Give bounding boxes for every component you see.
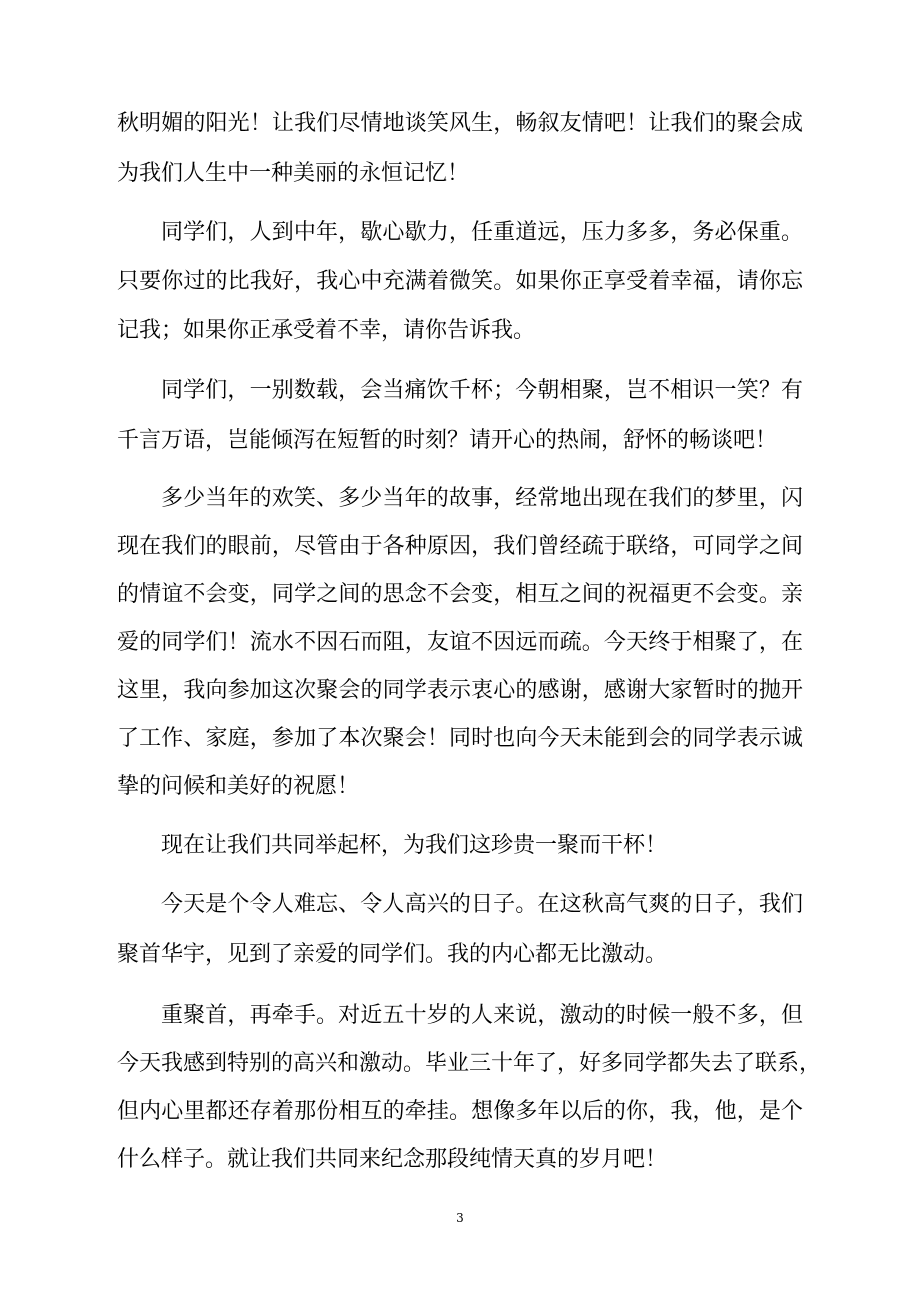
text-line: 今天我感到特别的高兴和激动。毕业三十年了，好多同学都失去了联系， [117, 1051, 822, 1076]
text-line: 现在让我们共同举起杯，为我们这珍贵一聚而干杯！ [161, 833, 668, 858]
text-line: 记我；如果你正承受着不幸，请你告诉我。 [117, 318, 536, 343]
text-line: 什么样子。就让我们共同来纪念那段纯情天真的岁月吧！ [117, 1147, 668, 1172]
text-line: 千言万语，岂能倾泻在短暂的时刻？请开心的热闹，舒怀的畅谈吧！ [117, 428, 778, 453]
text-line: 为我们人生中一种美丽的永恒记忆！ [117, 161, 470, 186]
text-line: 今天是个令人难忘、令人高兴的日子。在这秋高气爽的日子，我们 [161, 892, 803, 917]
text-line: 爱的同学们！流水不因石而阻，友谊不因远而疏。今天终于相聚了，在 [117, 630, 803, 655]
page-number: 3 [456, 1211, 464, 1225]
text-line: 挚的问候和美好的祝愿！ [117, 774, 360, 799]
text-line: 秋明媚的阳光！让我们尽情地谈笑风生，畅叙友情吧！让我们的聚会成 [117, 111, 803, 136]
text-line: 多少当年的欢笑、多少当年的故事，经常地出现在我们的梦里，闪 [161, 486, 803, 511]
text-line: 同学们，一别数载，会当痛饮千杯；今朝相聚，岂不相识一笑？有 [161, 378, 803, 403]
text-line: 同学们，人到中年，歇心歇力，任重道远，压力多多，务必保重。 [161, 220, 803, 245]
text-line: 的情谊不会变，同学之间的思念不会变，相互之间的祝福更不会变。亲 [117, 582, 803, 607]
text-line: 现在我们的眼前，尽管由于各种原因，我们曾经疏于联络，可同学之间 [117, 534, 803, 559]
text-line: 只要你过的比我好，我心中充满着微笑。如果你正享受着幸福，请你忘 [117, 269, 803, 294]
text-line: 重聚首，再牵手。对近五十岁的人来说，激动的时候一般不多，但 [161, 1003, 803, 1028]
text-line: 但内心里都还存着那份相互的牵挂。想像多年以后的你，我，他，是个 [117, 1099, 803, 1124]
text-line: 聚首华宇，见到了亲爱的同学们。我的内心都无比激动。 [117, 942, 668, 967]
text-line: 了工作、家庭，参加了本次聚会！同时也向今天未能到会的同学表示诚 [117, 726, 803, 751]
text-line: 这里，我向参加这次聚会的同学表示衷心的感谢，感谢大家暂时的抛开 [117, 678, 803, 703]
